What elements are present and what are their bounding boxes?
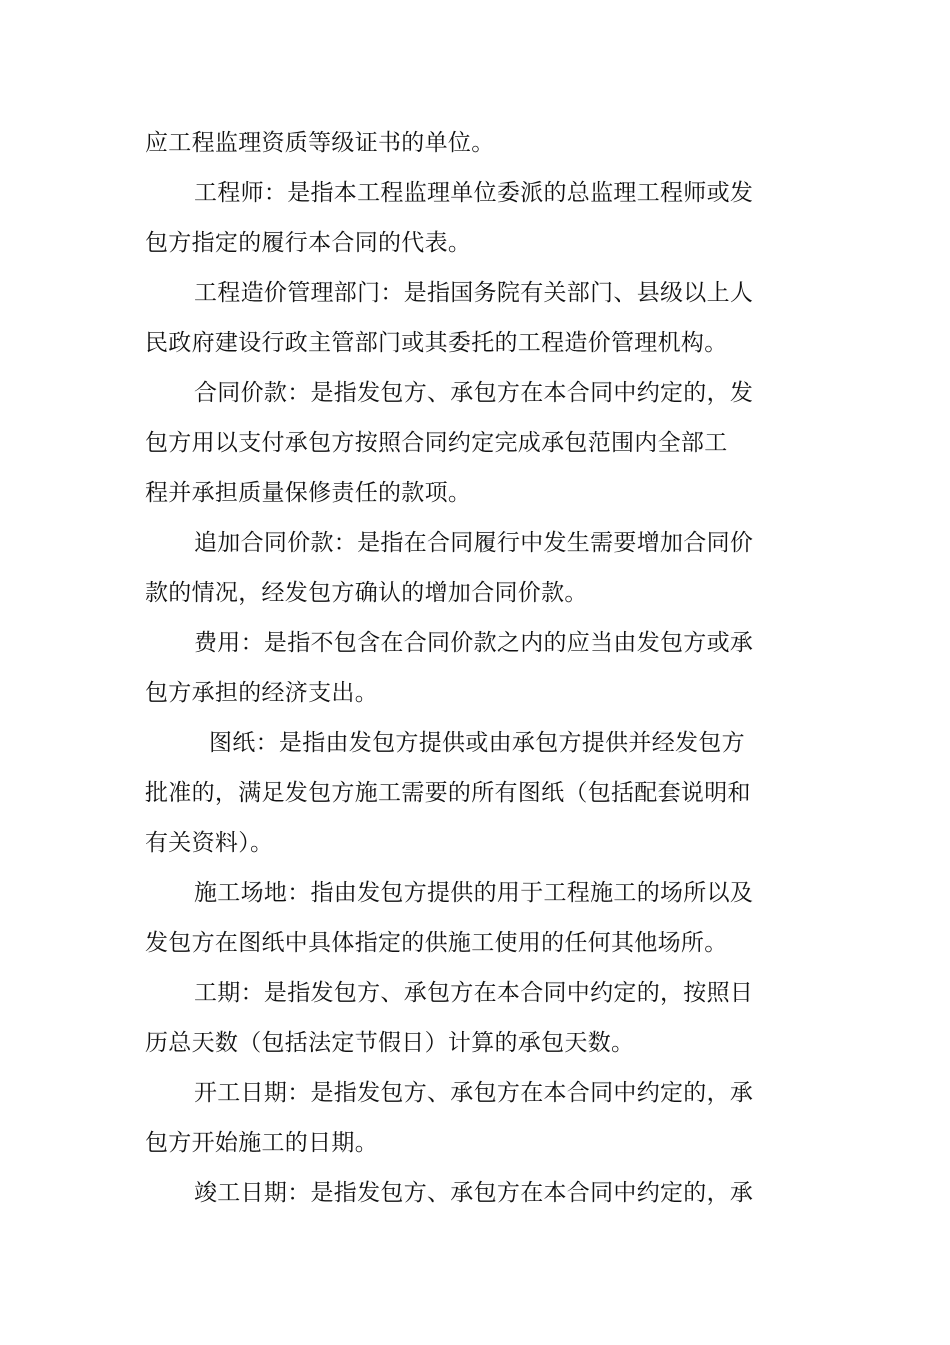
text-line: 竣工日期：是指发包方、承包方在本合同中约定的，承 [194, 1180, 754, 1206]
text-line: 包方承担的经济支出。 [145, 680, 378, 706]
text-line: 历总天数（包括法定节假日）计算的承包天数。 [145, 1030, 635, 1056]
text-line: 开工日期：是指发包方、承包方在本合同中约定的，承 [194, 1080, 754, 1106]
text-line: 民政府建设行政主管部门或其委托的工程造价管理机构。 [145, 330, 728, 356]
text-line: 款的情况，经发包方确认的增加合同价款。 [145, 580, 588, 606]
text-line: 工期：是指发包方、承包方在本合同中约定的，按照日 [194, 980, 754, 1006]
text-line: 图纸：是指由发包方提供或由承包方提供并经发包方 [209, 730, 745, 756]
text-line: 施工场地：指由发包方提供的用于工程施工的场所以及 [194, 880, 754, 906]
text-line: 批准的，满足发包方施工需要的所有图纸（包括配套说明和 [145, 780, 751, 806]
text-line: 追加合同价款：是指在合同履行中发生需要增加合同价 [194, 530, 754, 556]
text-line: 应工程监理资质等级证书的单位。 [145, 130, 495, 156]
text-line: 工程师：是指本工程监理单位委派的总监理工程师或发 [194, 180, 754, 206]
text-line: 包方用以支付承包方按照合同约定完成承包范围内全部工 [145, 430, 728, 456]
text-line: 工程造价管理部门：是指国务院有关部门、县级以上人 [194, 280, 754, 306]
text-line: 包方指定的履行本合同的代表。 [145, 230, 472, 256]
text-line: 有关资料）。 [145, 830, 274, 856]
text-line: 合同价款：是指发包方、承包方在本合同中约定的，发 [194, 380, 754, 406]
text-line: 费用：是指不包含在合同价款之内的应当由发包方或承 [194, 630, 754, 656]
text-line: 程并承担质量保修责任的款项。 [145, 480, 472, 506]
text-line: 发包方在图纸中具体指定的供施工使用的任何其他场所。 [145, 930, 728, 956]
text-line: 包方开始施工的日期。 [145, 1130, 378, 1156]
